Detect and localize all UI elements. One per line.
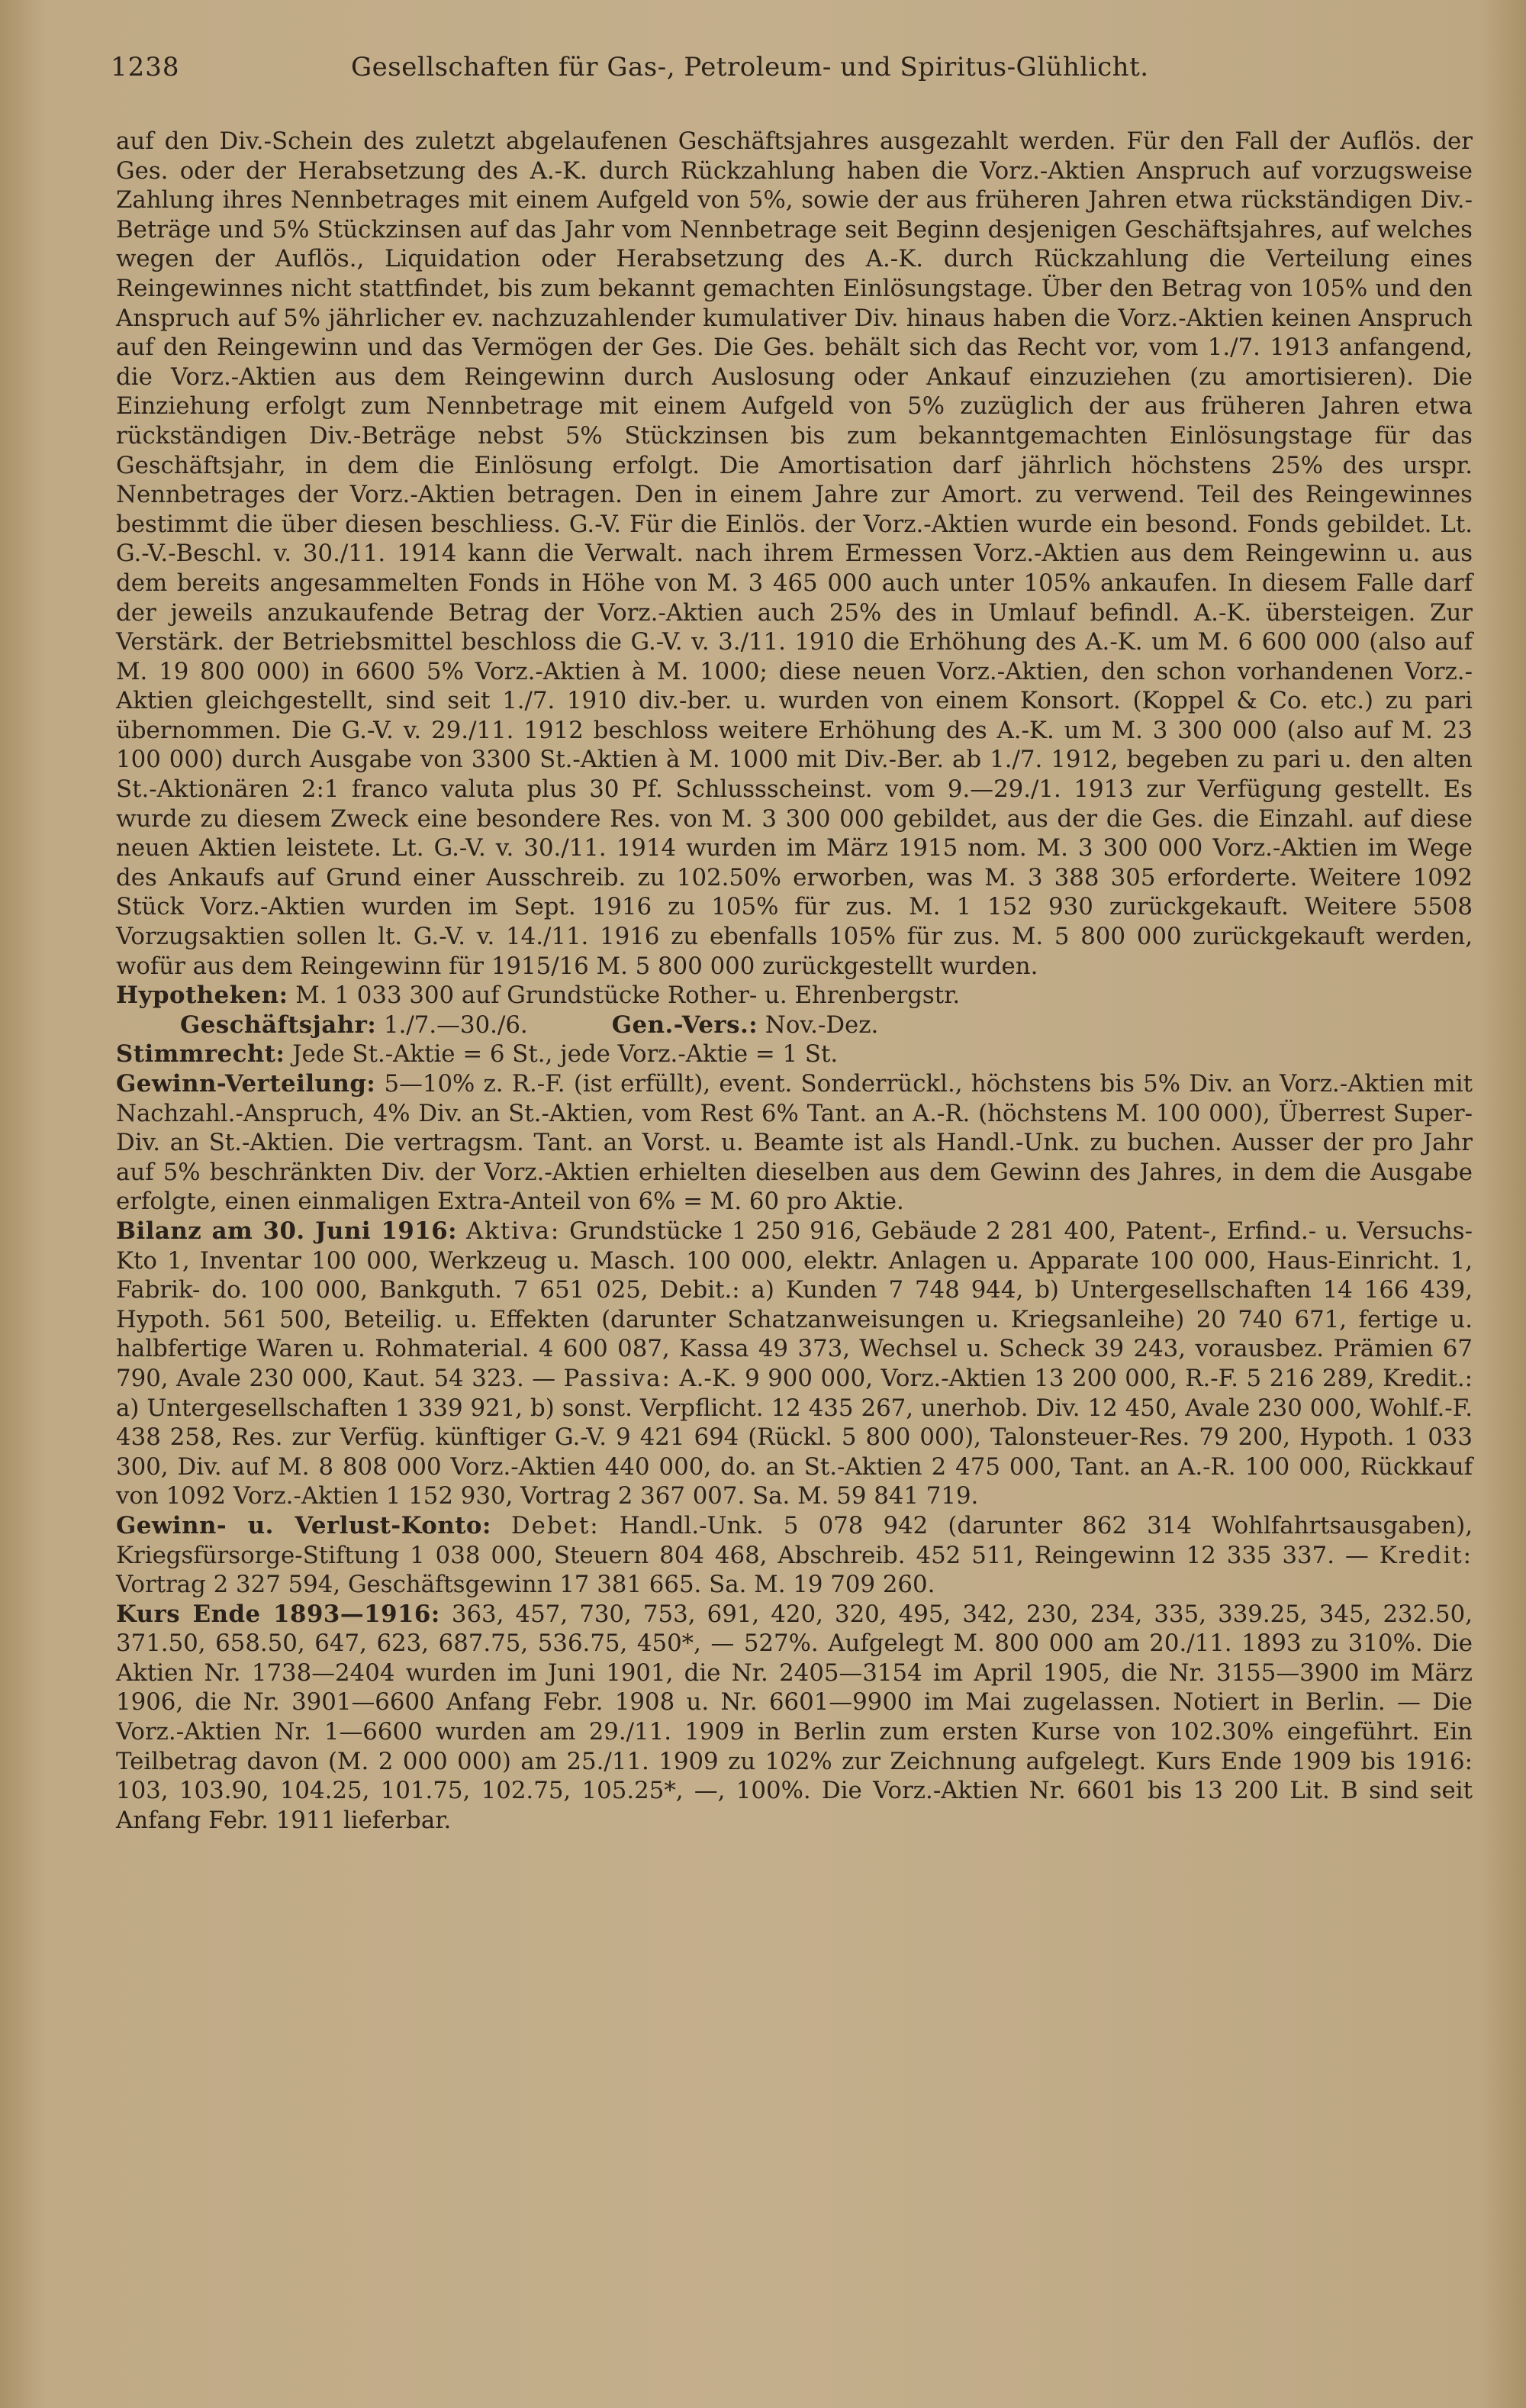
passiva-label: Passiva: [563, 1364, 671, 1392]
gen-vers-text: Nov.-Dez. [765, 1011, 879, 1039]
passiva-text: A.-K. 9 900 000, Vorz.-Aktien 13 200 000, R.-F. 5 216 289, Kredit.: a) Untergesellschaften 1 339 921, b) sonst. Verpflicht. 12 435 267, unerhob. Div. 12 450, Avale 230 000, Wohlf.-F. 438 258, Res. zur Verfüg. künftiger G.-V. 9 421 694 (Rückl. 5 800 000), Talonsteuer-Res. 79 200, Hypoth. 1 033 300, Div. auf M. 8 808 000 Vorz.-Aktien 440 000, do. an St.-Aktien 2 475 000, Tant. an A.-R. 100 000, Rückkauf von 1092 Vorz.-Aktien 1 152 930, Vortrag 2 367 007. Sa. M. 59 841 719. [116, 1364, 1473, 1510]
stimmrecht-label: Stimmrecht: [116, 1040, 285, 1069]
hypotheken-label: Hypotheken: [116, 982, 288, 1010]
geschaeftsjahr-text: 1./7.—30./6. [384, 1011, 528, 1039]
stimmrecht-text: Jede St.-Aktie = 6 St., jede Vorz.-Aktie = 1 St. [292, 1040, 839, 1069]
gen-vers-label: Gen.-Vers.: [611, 1011, 758, 1039]
running-title: Gesellschaften für Gas-, Petroleum- und Spiritus-Glühlicht. [351, 52, 1149, 82]
kredit-label: Kredit: [1379, 1541, 1473, 1569]
gewinn-verteilung-section [116, 1069, 1473, 1217]
kredit-text: Vortrag 2 327 594, Geschäftsgewinn 17 381 665. Sa. M. 19 709 260. [116, 1571, 935, 1599]
gewinn-verlust-section [116, 1511, 1473, 1600]
geschaeftsjahr-genvers-row [116, 1011, 1473, 1040]
body-text [116, 127, 1473, 1835]
page-number: 1238 [111, 52, 180, 82]
geschaeftsjahr-label: Geschäftsjahr: [180, 1011, 377, 1039]
intro-paragraph: auf den Div.-Schein des zuletzt abgelaufenen Geschäftsjahres ausgezahlt werden. Für den Fall der Auflös. der Ges. oder der Herabsetzung des A.-K. durch Rückzahlung haben die Vorz.-Aktien Anspruch auf vorzugsweise Zahlung ihres Nennbetrages mit einem Aufgeld von 5%, sowie der aus früheren Jahren etwa rückständigen Div.-Beträge und 5% Stückzinsen auf das Jahr vom Nennbetrage seit Beginn desjenigen Geschäftsjahres, auf welches wegen der Auflös., Liquidation oder Herabsetzung des A.-K. durch Rückzahlung die Verteilung eines Reingewinnes nicht stattfindet, bis zum bekannt gemachten Einlösungstage. Über den Betrag von 105% und den Anspruch auf 5% jährlicher ev. nachzuzahlender kumulativer Div. hinaus haben die Vorz.-Aktien keinen Anspruch auf den Reingewinn und das Vermögen der Ges. Die Ges. behält sich das Recht vor, vom 1./7. 1913 anfangend, die Vorz.-Aktien aus dem Reingewinn durch Auslosung oder Ankauf einzuziehen (zu amortisieren). Die Einziehung erfolgt zum Nennbetrage mit einem Aufgeld von 5% zuzüglich der aus früheren Jahren etwa rückständigen Div.-Beträge nebst 5% Stückzinsen bis zum bekanntgemachten Einlösungstage für das Geschäftsjahr, in dem die Einlösung erfolgt. Die Amortisation darf jährlich höchstens 25% des urspr. Nennbetrages der Vorz.-Aktien betragen. Den in einem Jahre zur Amort. zu verwend. Teil des Reingewinnes bestimmt die über diesen beschliess. G.-V. Für die Einlös. der Vorz.-Aktien wurde ein besond. Fonds gebildet. Lt. G.-V.-Beschl. v. 30./11. 1914 kann die Verwalt. nach ihrem Ermessen Vorz.-Aktien aus dem Reingewinn u. aus dem bereits angesammelten Fonds in Höhe von M. 3 465 000 auch unter 105% ankaufen. In diesem Falle darf der jeweils anzukaufende Betrag der Vorz.-Aktien auch 25% des in Umlauf befindl. A.-K. übersteigen. Zur Verstärk. der Betriebsmittel beschloss die G.-V. v. 3./11. 1910 die Erhöhung des A.-K. um M. 6 600 000 (also auf M. 19 800 000) in 6600 5% Vorz.-Aktien à M. 1000; diese neuen Vorz.-Aktien, den schon vorhandenen Vorz.-Aktien gleichgestellt, sind seit 1./7. 1910 div.-ber. u. wurden von einem Konsort. (Koppel & Co. etc.) zu pari übernommen. Die G.-V. v. 29./11. 1912 beschloss weitere Erhöhung des A.-K. um M. 3 300 000 (also auf M. 23 100 000) durch Ausgabe von 3300 St.-Aktien à M. 1000 mit Div.-Ber. ab 1./7. 1912, begeben zu pari u. den alten St.-Aktionären 2:1 franco valuta plus 30 Pf. Schlussscheinst. vom 9.—29./1. 1913 zur Verfügung gestellt. Es wurde zu diesem Zweck eine besondere Res. von M. 3 300 000 gebildet, aus der die Ges. die Einzahl. auf diese neuen Aktien leistete. Lt. G.-V. v. 30./11. 1914 wurden im März 1915 nom. M. 3 300 000 Vorz.-Aktien im Wege des Ankaufs auf Grund einer Ausschreib. zu 102.50% erworben, was M. 3 388 305 erforderte. Weitere 1092 Stück Vorz.-Aktien wurden im Sept. 1916 zu 105% für zus. M. 1 152 930 zurückgekauft. Weitere 5508 Vorzugsaktien sollen lt. G.-V. v. 14./11. 1916 zu ebenfalls 105% für zus. M. 5 800 000 zurückgekauft werden, wofür aus dem Reingewinn für 1915/16 M. 5 800 000 zurückgestellt wurden. [116, 127, 1473, 980]
gewinn-verteilung-text: 5—10% z. R.-F. (ist erfüllt), event. Sonderrückl., höchstens bis 5% Div. an Vorz.-Aktien mit Nachzahl.-Anspruch, 4% Div. an St.-Aktien, vom Rest 6% Tant. an A.-R. (höchstens M. 100 000), Überrest Super-Div. an St.-Aktien. Die vertragsm. Tant. an Vorst. u. Beamte ist als Handl.-Unk. zu buchen. Ausser der pro Jahr auf 5% beschränkten Div. der Vorz.-Aktien erhielten dieselben aus dem Gewinn des Jahres, in dem die Ausgabe erfolgte, einen einmaligen Extra-Anteil von 6% = M. 60 pro Aktie. [116, 1070, 1473, 1216]
kurs-text: 363, 457, 730, 753, 691, 420, 320, 495, 342, 230, 234, 335, 339.25, 345, 232.50, 371.50, 658.50, 647, 623, 687.75, 536.75, 450*, — 527%. Aufgelegt M. 800 000 am 20./11. 1893 zu 310%. Die Aktien Nr. 1738—2404 wurden im Juni 1901, die Nr. 2405—3154 im April 1905, die Nr. 3155—3900 im März 1906, die Nr. 3901—6600 Anfang Febr. 1908 u. Nr. 6601—9900 im Mai zugelassen. Notiert in Berlin. — Die Vorz.-Aktien Nr. 1—6600 wurden am 29./11. 1909 in Berlin zum ersten Kurse von 102.30% eingeführt. Ein Teilbetrag davon (M. 2 000 000) am 25./11. 1909 zu 102% zur Zeichnung aufgelegt. Kurs Ende 1909 bis 1916: 103, 103.90, 104.25, 101.75, 102.75, 105.25*, —, 100%. Die Vorz.-Aktien Nr. 6601 bis 13 200 Lit. B sind seit Anfang Febr. 1911 lieferbar. [116, 1600, 1473, 1834]
bilanz-section [116, 1217, 1473, 1511]
hypotheken-text: M. 1 033 300 auf Grundstücke Rother- u. Ehrenbergstr. [295, 982, 961, 1010]
kurs-section [116, 1600, 1473, 1836]
debet-label: Debet: [510, 1511, 600, 1539]
aktiva-text: Grundstücke 1 250 916, Gebäude 2 281 400, Patent-, Erfind.- u. Versuchs-Kto 1, Inventar 100 000, Werkzeug u. Masch. 100 000, elektr. Anlagen u. Apparate 100 000, Haus-Einricht. 1, Fabrik- do. 100 000, Bankguth. 7 651 025, Debit.: a) Kunden 7 748 944, b) Untergesellschaften 14 166 439, Hypoth. 561 500, Beteilig. u. Effekten (darunter Schatzanweisungen u. Kriegsanleihe) 20 740 671, fertige u. halbfertige Waren u. Rohmaterial. 4 600 087, Kassa 49 373, Wechsel u. Scheck 39 243, vorausbez. Prämien 67 790, Avale 230 000, Kaut. 54 323. — [116, 1217, 1473, 1392]
page-header [111, 52, 1469, 98]
debet-text: Handl.-Unk. 5 078 942 (darunter 862 314 Wohlfahrtsausgaben), Kriegsfürsorge-Stiftung 1 038 000, Steuern 804 468, Abschreib. 452 511, Reingewinn 12 335 337. — [116, 1511, 1473, 1569]
gewinn-verlust-label: Gewinn- u. Verlust-Konto: [116, 1511, 491, 1539]
aktiva-label: Aktiva: [465, 1217, 561, 1245]
stimmrecht-section [116, 1040, 1473, 1069]
gewinn-verteilung-label: Gewinn-Verteilung: [116, 1070, 376, 1098]
hypotheken-section [116, 981, 1473, 1011]
bilanz-label: Bilanz am 30. Juni 1916: [116, 1217, 457, 1245]
kurs-label: Kurs Ende 1893—1916: [116, 1600, 440, 1628]
